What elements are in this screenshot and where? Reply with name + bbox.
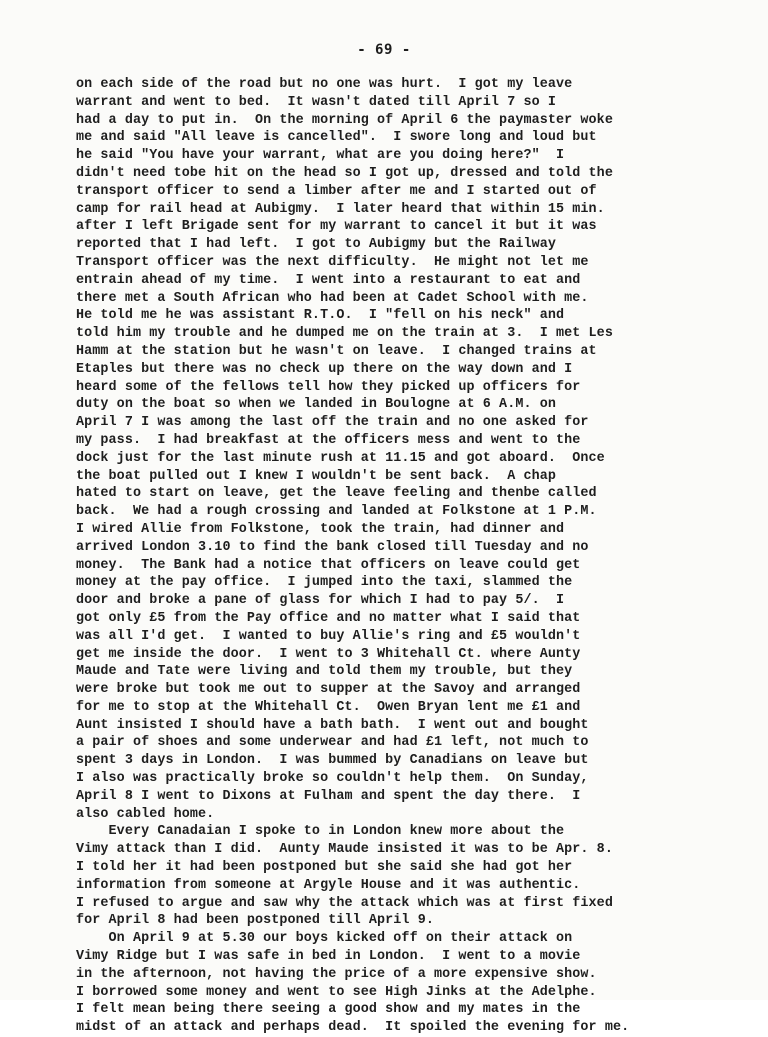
text-line: also cabled home. — [76, 806, 215, 822]
page-number: - 69 - — [357, 42, 411, 58]
text-line: Vimy attack than I did. Aunty Maude insisted it was to be Apr. 8. — [76, 842, 613, 858]
text-line: after I left Brigade sent for my warrant to cancel it but it was — [76, 219, 597, 235]
text-line: reported that I had left. I got to Aubigmy but the Railway — [76, 237, 557, 253]
text-line: on each side of the road but no one was hurt. I got my leave — [76, 77, 573, 92]
text-line: I felt mean being there seeing a good show and my mates in the — [76, 1002, 581, 1018]
text-line: He told me he was assistant R.T.O. I "fell on his neck" and — [76, 308, 565, 324]
text-line: I borrowed some money and went to see High Jinks at the Adelphe. — [76, 984, 597, 1000]
text-line: in the afternoon, not having the price of a more expensive show. — [76, 966, 597, 982]
text-line: I also was practically broke so couldn't help them. On Sunday, — [76, 771, 589, 787]
text-line: Etaples but there was no check up there on the way down and I — [76, 361, 573, 377]
text-line: money at the pay office. I jumped into the taxi, slammed the — [76, 575, 573, 591]
text-line: a pair of shoes and some underwear and had £1 left, not much to — [76, 735, 589, 751]
text-line: back. We had a rough crossing and landed at Folkstone at 1 P.M. — [76, 504, 597, 520]
text-line: there met a South African who had been at Cadet School with me. — [76, 290, 589, 306]
text-line: dock just for the last minute rush at 11.15 and got aboard. Once — [76, 450, 605, 466]
text-line: arrived London 3.10 to find the bank closed till Tuesday and no — [76, 539, 589, 555]
text-line: had a day to put in. On the morning of April 6 the paymaster woke — [76, 112, 613, 128]
text-line: heard some of the fellows tell how they picked up officers for — [76, 379, 581, 395]
text-line: was all I'd get. I wanted to buy Allie's ring and £5 wouldn't — [76, 628, 581, 644]
text-line: Maude and Tate were living and told them my trouble, but they — [76, 664, 573, 680]
text-line: duty on the boat so when we landed in Boulogne at 6 A.M. on — [76, 397, 557, 413]
text-line: I told her it had been postponed but she said she had got her — [76, 860, 573, 876]
text-line: Hamm at the station but he wasn't on leave. I changed trains at — [76, 343, 597, 359]
text-line: didn't need tobe hit on the head so I got up, dressed and told the — [76, 165, 613, 181]
text-line: hated to start on leave, get the leave feeling and thenbe called — [76, 486, 597, 502]
text-line: told him my trouble and he dumped me on the train at 3. I met Les — [76, 326, 613, 342]
body-text — [76, 76, 716, 1037]
text-line: Every Canadaian I spoke to in London knew more about the — [76, 824, 565, 840]
text-line: for April 8 had been postponed till April 9. — [76, 913, 434, 929]
text-line: I refused to argue and saw why the attack which was at first fixed — [76, 895, 613, 911]
text-line: Aunt insisted I should have a bath bath. I went out and bought — [76, 717, 589, 733]
text-line: me and said "All leave is cancelled". I swore long and loud but — [76, 130, 597, 146]
text-line: the boat pulled out I knew I wouldn't be sent back. A chap — [76, 468, 557, 484]
text-line: entrain ahead of my time. I went into a restaurant to eat and — [76, 272, 581, 288]
text-line: got only £5 from the Pay office and no matter what I said that — [76, 610, 581, 626]
text-line: I wired Allie from Folkstone, took the train, had dinner and — [76, 521, 565, 537]
text-line: money. The Bank had a notice that officers on leave could get — [76, 557, 581, 573]
text-line: get me inside the door. I went to 3 Whitehall Ct. where Aunty — [76, 646, 581, 662]
text-line: door and broke a pane of glass for which I had to pay 5/. I — [76, 593, 565, 609]
text-line: camp for rail head at Aubigmy. I later heard that within 15 min. — [76, 201, 605, 217]
text-line: my pass. I had breakfast at the officers mess and went to the — [76, 432, 581, 448]
text-line: warrant and went to bed. It wasn't dated till April 7 so I — [76, 94, 557, 110]
text-line: transport officer to send a limber after me and I started out of — [76, 183, 597, 199]
text-line: spent 3 days in London. I was bummed by Canadians on leave but — [76, 753, 589, 769]
text-line: April 8 I went to Dixons at Fulham and spent the day there. I — [76, 788, 581, 804]
text-line: Vimy Ridge but I was safe in bed in London. I went to a movie — [76, 949, 581, 965]
text-line: were broke but took me out to supper at the Savoy and arranged — [76, 682, 581, 698]
text-line: Transport officer was the next difficulty. He might not let me — [76, 254, 589, 270]
text-line: he said "You have your warrant, what are you doing here?" I — [76, 148, 565, 164]
text-line: for me to stop at the Whitehall Ct. Owen Bryan lent me £1 and — [76, 699, 581, 715]
text-line: midst of an attack and perhaps dead. It spoiled the evening for me. — [76, 1020, 630, 1036]
text-line: information from someone at Argyle House and it was authentic. — [76, 877, 581, 893]
text-line: April 7 I was among the last off the train and no one asked for — [76, 415, 589, 431]
text-line: On April 9 at 5.30 our boys kicked off on their attack on — [76, 931, 573, 947]
